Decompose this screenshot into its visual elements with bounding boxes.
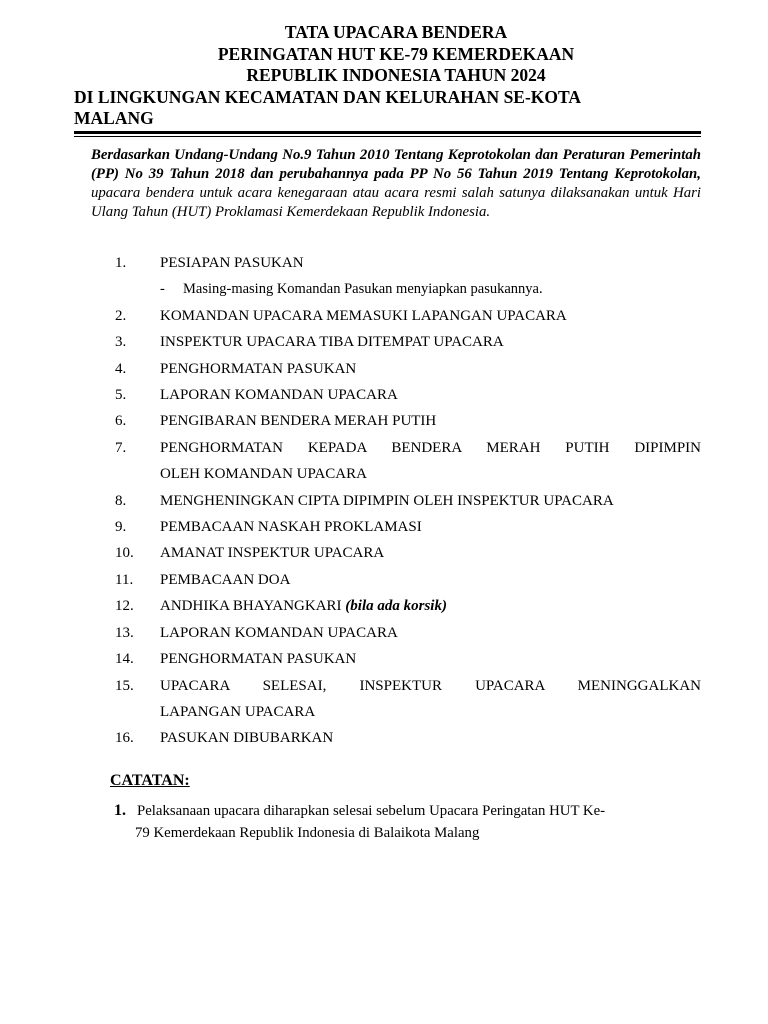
step-text: PEMBACAAN NASKAH PROKLAMASI — [160, 519, 422, 536]
step-item — [0, 646, 768, 672]
step-item — [0, 382, 768, 408]
step-number: 16. — [115, 730, 134, 747]
title-line-1: TATA UPACARA BENDERA — [284, 22, 508, 42]
step-item — [0, 673, 768, 726]
note-text-line-1: Pelaksanaan upacara diharapkan selesai sebelum Upacara Peringatan HUT Ke- — [137, 803, 606, 819]
title-line-4: DI LINGKUNGAN KECAMATAN DAN KELURAHAN SE-KOTA — [74, 86, 582, 107]
step-number: 9. — [115, 519, 127, 536]
step-number: 10. — [115, 545, 134, 562]
step-number: 3. — [115, 334, 127, 351]
divider-thick — [74, 131, 701, 134]
note-number: 1. — [114, 802, 126, 819]
note-text-line-2: 79 Kemerdekaan Republik Indonesia di Balaikota Malang — [135, 825, 480, 841]
step-number: 15. — [115, 677, 134, 694]
step-item — [0, 408, 768, 434]
notes-heading: CATATAN: — [110, 772, 190, 789]
title-line-5: MALANG — [74, 108, 154, 128]
step-item — [0, 514, 768, 540]
step-item — [0, 356, 768, 382]
step-item — [0, 303, 768, 329]
step-item — [0, 329, 768, 355]
step-text: PESIAPAN PASUKAN — [160, 255, 304, 271]
step-text: ANDHIKA BHAYANGKARI — [160, 598, 342, 615]
intro-paragraph — [91, 146, 701, 222]
title-line-3: REPUBLIK INDONESIA TAHUN 2024 — [246, 65, 546, 85]
step-text-line-1: UPACARA SELESAI, INSPEKTUR UPACARA MENINGGALKAN — [160, 677, 701, 694]
step-number: 7. — [115, 439, 127, 456]
step-number: 5. — [115, 387, 127, 404]
step-text: KOMANDAN UPACARA MEMASUKI LAPANGAN UPACARA — [160, 307, 567, 324]
step-text: PENGHORMATAN PASUKAN — [160, 651, 357, 668]
step-text: LAPORAN KOMANDAN UPACARA — [160, 387, 398, 404]
step-text: PENGHORMATAN PASUKAN — [160, 360, 357, 377]
step-number: 12. — [115, 598, 134, 615]
step-item — [0, 250, 768, 276]
step-note: (bila ada korsik) — [345, 598, 447, 615]
step-item — [0, 593, 768, 619]
step-text: PEMBACAAN DOA — [160, 571, 291, 588]
step-text-line-2: LAPANGAN UPACARA — [160, 703, 316, 720]
step-item — [0, 540, 768, 566]
ceremony-steps — [0, 250, 768, 752]
step-number: 4. — [115, 360, 127, 377]
divider-thin — [74, 136, 701, 137]
intro-legal-basis: Berdasarkan Undang-Undang No.9 Tahun 2010 Tentang Keprotokolan dan Peraturan Pemerintah (PP) No 39 Tahun 2018 dan perubahannya pada PP No 56 Tahun 2019 Tentang Keprotokolan, — [91, 147, 701, 182]
step-number: 11. — [115, 571, 134, 588]
step-number: 13. — [115, 624, 134, 641]
step-text: PASUKAN DIBUBARKAN — [160, 730, 334, 747]
note-item — [110, 800, 701, 844]
document-title — [74, 22, 718, 130]
step-item — [0, 435, 768, 488]
step-text: AMANAT INSPEKTUR UPACARA — [160, 545, 385, 562]
step-text-line-2: OLEH KOMANDAN UPACARA — [160, 466, 367, 483]
step-text: MENGHENINGKAN CIPTA DIPIMPIN OLEH INSPEKTUR UPACARA — [160, 492, 614, 509]
step-item — [0, 567, 768, 593]
substep-text: Masing-masing Komandan Pasukan menyiapkan pasukannya. — [183, 281, 543, 298]
step-item — [0, 488, 768, 514]
step-number: 8. — [115, 492, 127, 509]
substep-dash: - — [160, 281, 165, 298]
intro-purpose: upacara bendera untuk acara kenegaraan atau acara resmi salah satunya dilaksanakan untuk Hari Ulang Tahun (HUT) Proklamasi Kemerdekaan Republik Indonesia. — [91, 185, 701, 220]
step-text-line-1: PENGHORMATAN KEPADA BENDERA MERAH PUTIH DIPIMPIN — [160, 439, 701, 456]
step-number: 2. — [115, 307, 127, 324]
step-number: 6. — [115, 413, 127, 430]
title-line-2: PERINGATAN HUT KE-79 KEMERDEKAAN — [217, 43, 575, 64]
substep-item — [0, 276, 768, 302]
step-text: PENGIBARAN BENDERA MERAH PUTIH — [160, 413, 437, 430]
step-item — [0, 620, 768, 646]
step-text: LAPORAN KOMANDAN UPACARA — [160, 624, 398, 641]
step-number: 1. — [115, 255, 127, 271]
step-text: INSPEKTUR UPACARA TIBA DITEMPAT UPACARA — [160, 334, 504, 351]
step-item — [0, 725, 768, 751]
step-text-wrap — [160, 593, 701, 619]
step-number: 14. — [115, 651, 134, 668]
